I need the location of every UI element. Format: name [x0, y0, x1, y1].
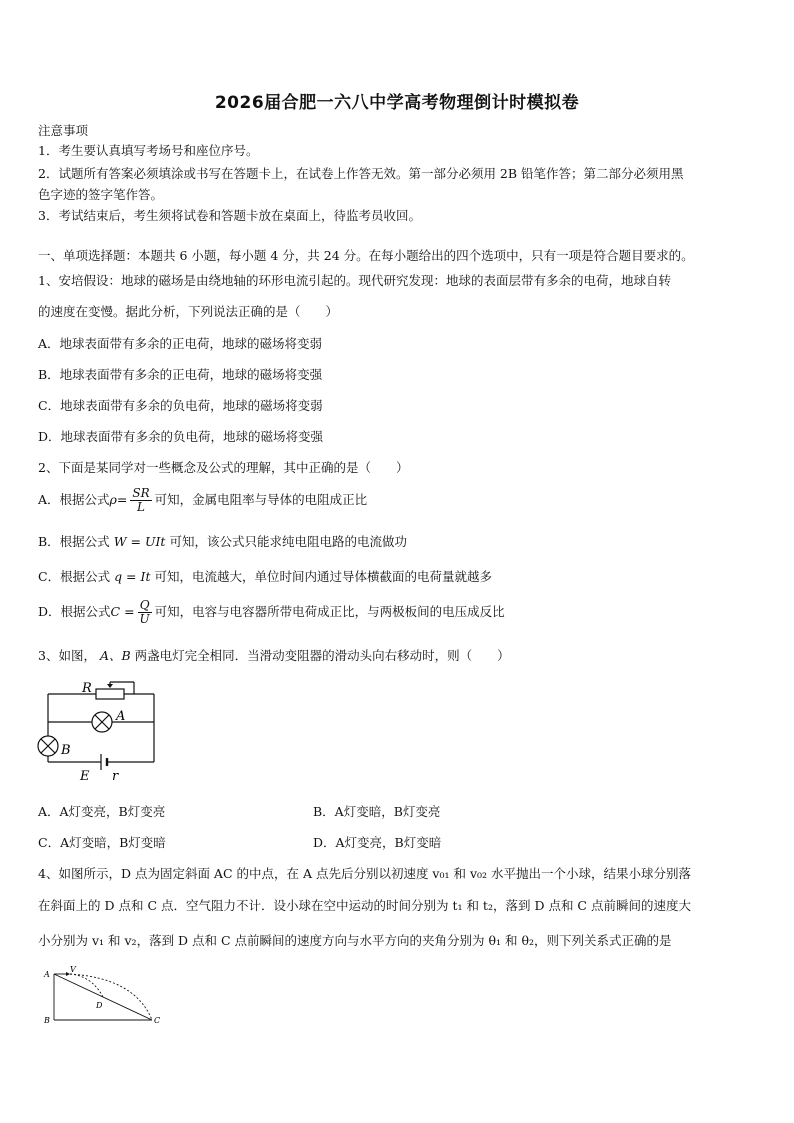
- q2-option-b-prefix: B．根据公式: [38, 534, 110, 549]
- page-title: 2026届合肥一六八中学高考物理倒计时模拟卷: [214, 93, 580, 113]
- q3-stem: [38, 646, 510, 664]
- q4-stem-line3: 小分别为 v₁ 和 v₂，落到 D 点和 C 点前瞬间的速度方向与水平方向的夹角分别为 θ₁ 和 θ₂，则下列关系式正确的是: [38, 933, 672, 948]
- q4-stem-line1: 4、如图所示，D 点为固定斜面 AC 的中点，在 A 点先后分别以初速度 v₀₁ 和 v₀₂ 水平抛出一个小球，结果小球分别落: [38, 866, 692, 881]
- q2-formula-d-fraction: [138, 599, 152, 626]
- q3-stem-prefix: 3、如图，: [38, 648, 96, 663]
- q3-option-b: B．A灯变暗，B灯变亮: [313, 804, 441, 819]
- circuit-label-e: E: [80, 769, 90, 784]
- q2-formula-a-fraction: [130, 487, 151, 514]
- q2-formula-d-lhs: C =: [110, 604, 135, 619]
- circuit-label-b: B: [61, 743, 71, 758]
- q1-option-a: A．地球表面带有多余的正电荷，地球的磁场将变弱: [38, 336, 323, 351]
- incline-label-a: A: [44, 970, 50, 979]
- q2-formula-c: q = It: [114, 569, 151, 584]
- q1-option-d: D．地球表面带有多余的负电荷，地球的磁场将变强: [38, 429, 324, 444]
- q2-option-a-prefix: A．根据公式: [38, 492, 110, 507]
- section-heading: 一、单项选择题：本题共 6 小题，每小题 4 分，共 24 分。在每小题给出的四个选项中，只有一项是符合题目要求的。: [38, 248, 694, 263]
- circuit-label-a: A: [116, 709, 126, 724]
- q3-option-d: D．A灯变亮，B灯变暗: [313, 835, 442, 850]
- q1-stem-line2: 的速度在变慢。据此分析，下列说法正确的是（ ）: [38, 304, 339, 319]
- q2-formula-d-numerator: Q: [138, 599, 152, 613]
- circuit-label-r: R: [82, 681, 92, 696]
- q2-option-d-prefix: D．根据公式: [38, 604, 111, 619]
- q2-option-a-suffix: 可知，金属电阻率与导体的电阻成正比: [154, 492, 368, 507]
- incline-label-c: C: [154, 1016, 161, 1025]
- q2-formula-d-denominator: U: [139, 612, 150, 626]
- q2-formula-a-denominator: L: [137, 500, 145, 514]
- incline-label-v: V: [70, 966, 76, 974]
- q2-option-b-suffix: 可知，该公式只能求纯电阻电路的电流做功: [169, 534, 407, 549]
- q2-option-c-prefix: C．根据公式: [38, 569, 111, 584]
- notice-item-2-cont: 色字迹的签字笔作答。: [38, 187, 164, 202]
- q2-stem: 2、下面是某同学对一些概念及公式的理解，其中正确的是（ ）: [38, 460, 409, 475]
- incline-label-b: B: [44, 1016, 50, 1025]
- circuit-label-r-internal: r: [112, 769, 119, 784]
- notice-item-1: 1．考生要认真填写考场号和座位序号。: [38, 143, 259, 158]
- incline-diagram: [40, 966, 170, 1030]
- q2-option-c-suffix: 可知，电流越大，单位时间内通过导体横截面的电荷量就越多: [154, 569, 492, 584]
- notice-heading: 注意事项: [38, 123, 89, 138]
- q2-option-d: [38, 599, 505, 626]
- q3-stem-suffix: 两盏电灯完全相同．当滑动变阻器的滑动头向右移动时，则（ ）: [134, 648, 510, 663]
- q4-stem-line2: 在斜面上的 D 点和 C 点．空气阻力不计．设小球在空中运动的时间分别为 t₁ 和 t₂，落到 D 点和 C 点前瞬间的速度大: [38, 898, 691, 913]
- q2-option-a: [38, 487, 367, 514]
- q3-option-a: A．A灯变亮，B灯变亮: [38, 804, 166, 819]
- q2-option-d-suffix: 可知，电容与电容器所带电荷成正比，与两极板间的电压成反比: [154, 604, 505, 619]
- q3-option-c: C．A灯变暗，B灯变暗: [38, 835, 166, 850]
- q1-stem-line1: 1、安培假设：地球的磁场是由绕地轴的环形电流引起的。现代研究发现：地球的表面层带有多余的电荷，地球自转: [38, 273, 671, 288]
- incline-label-d: D: [96, 1001, 103, 1010]
- slider-arrow-icon: [107, 684, 113, 688]
- q2-formula-b: W = UIt: [113, 534, 166, 549]
- q2-formula-a-numerator: SR: [132, 486, 150, 500]
- circuit-diagram: [34, 676, 164, 786]
- q1-option-c: C．地球表面带有多余的负电荷，地球的磁场将变弱: [38, 398, 323, 413]
- q2-option-c: [38, 567, 492, 585]
- q2-formula-a-lhs: ρ=: [109, 492, 128, 507]
- q2-option-b: [38, 532, 407, 550]
- q1-option-b: B．地球表面带有多余的正电荷，地球的磁场将变强: [38, 367, 323, 382]
- notice-item-2: 2．试题所有答案必须填涂或书写在答题卡上，在试卷上作答无效。第一部分必须用 2B 铅笔作答；第二部分必须用黑: [38, 166, 684, 181]
- q3-stem-vars: A、B: [99, 648, 131, 663]
- notice-item-3: 3．考试结束后，考生须将试卷和答题卡放在桌面上，待监考员收回。: [38, 208, 421, 223]
